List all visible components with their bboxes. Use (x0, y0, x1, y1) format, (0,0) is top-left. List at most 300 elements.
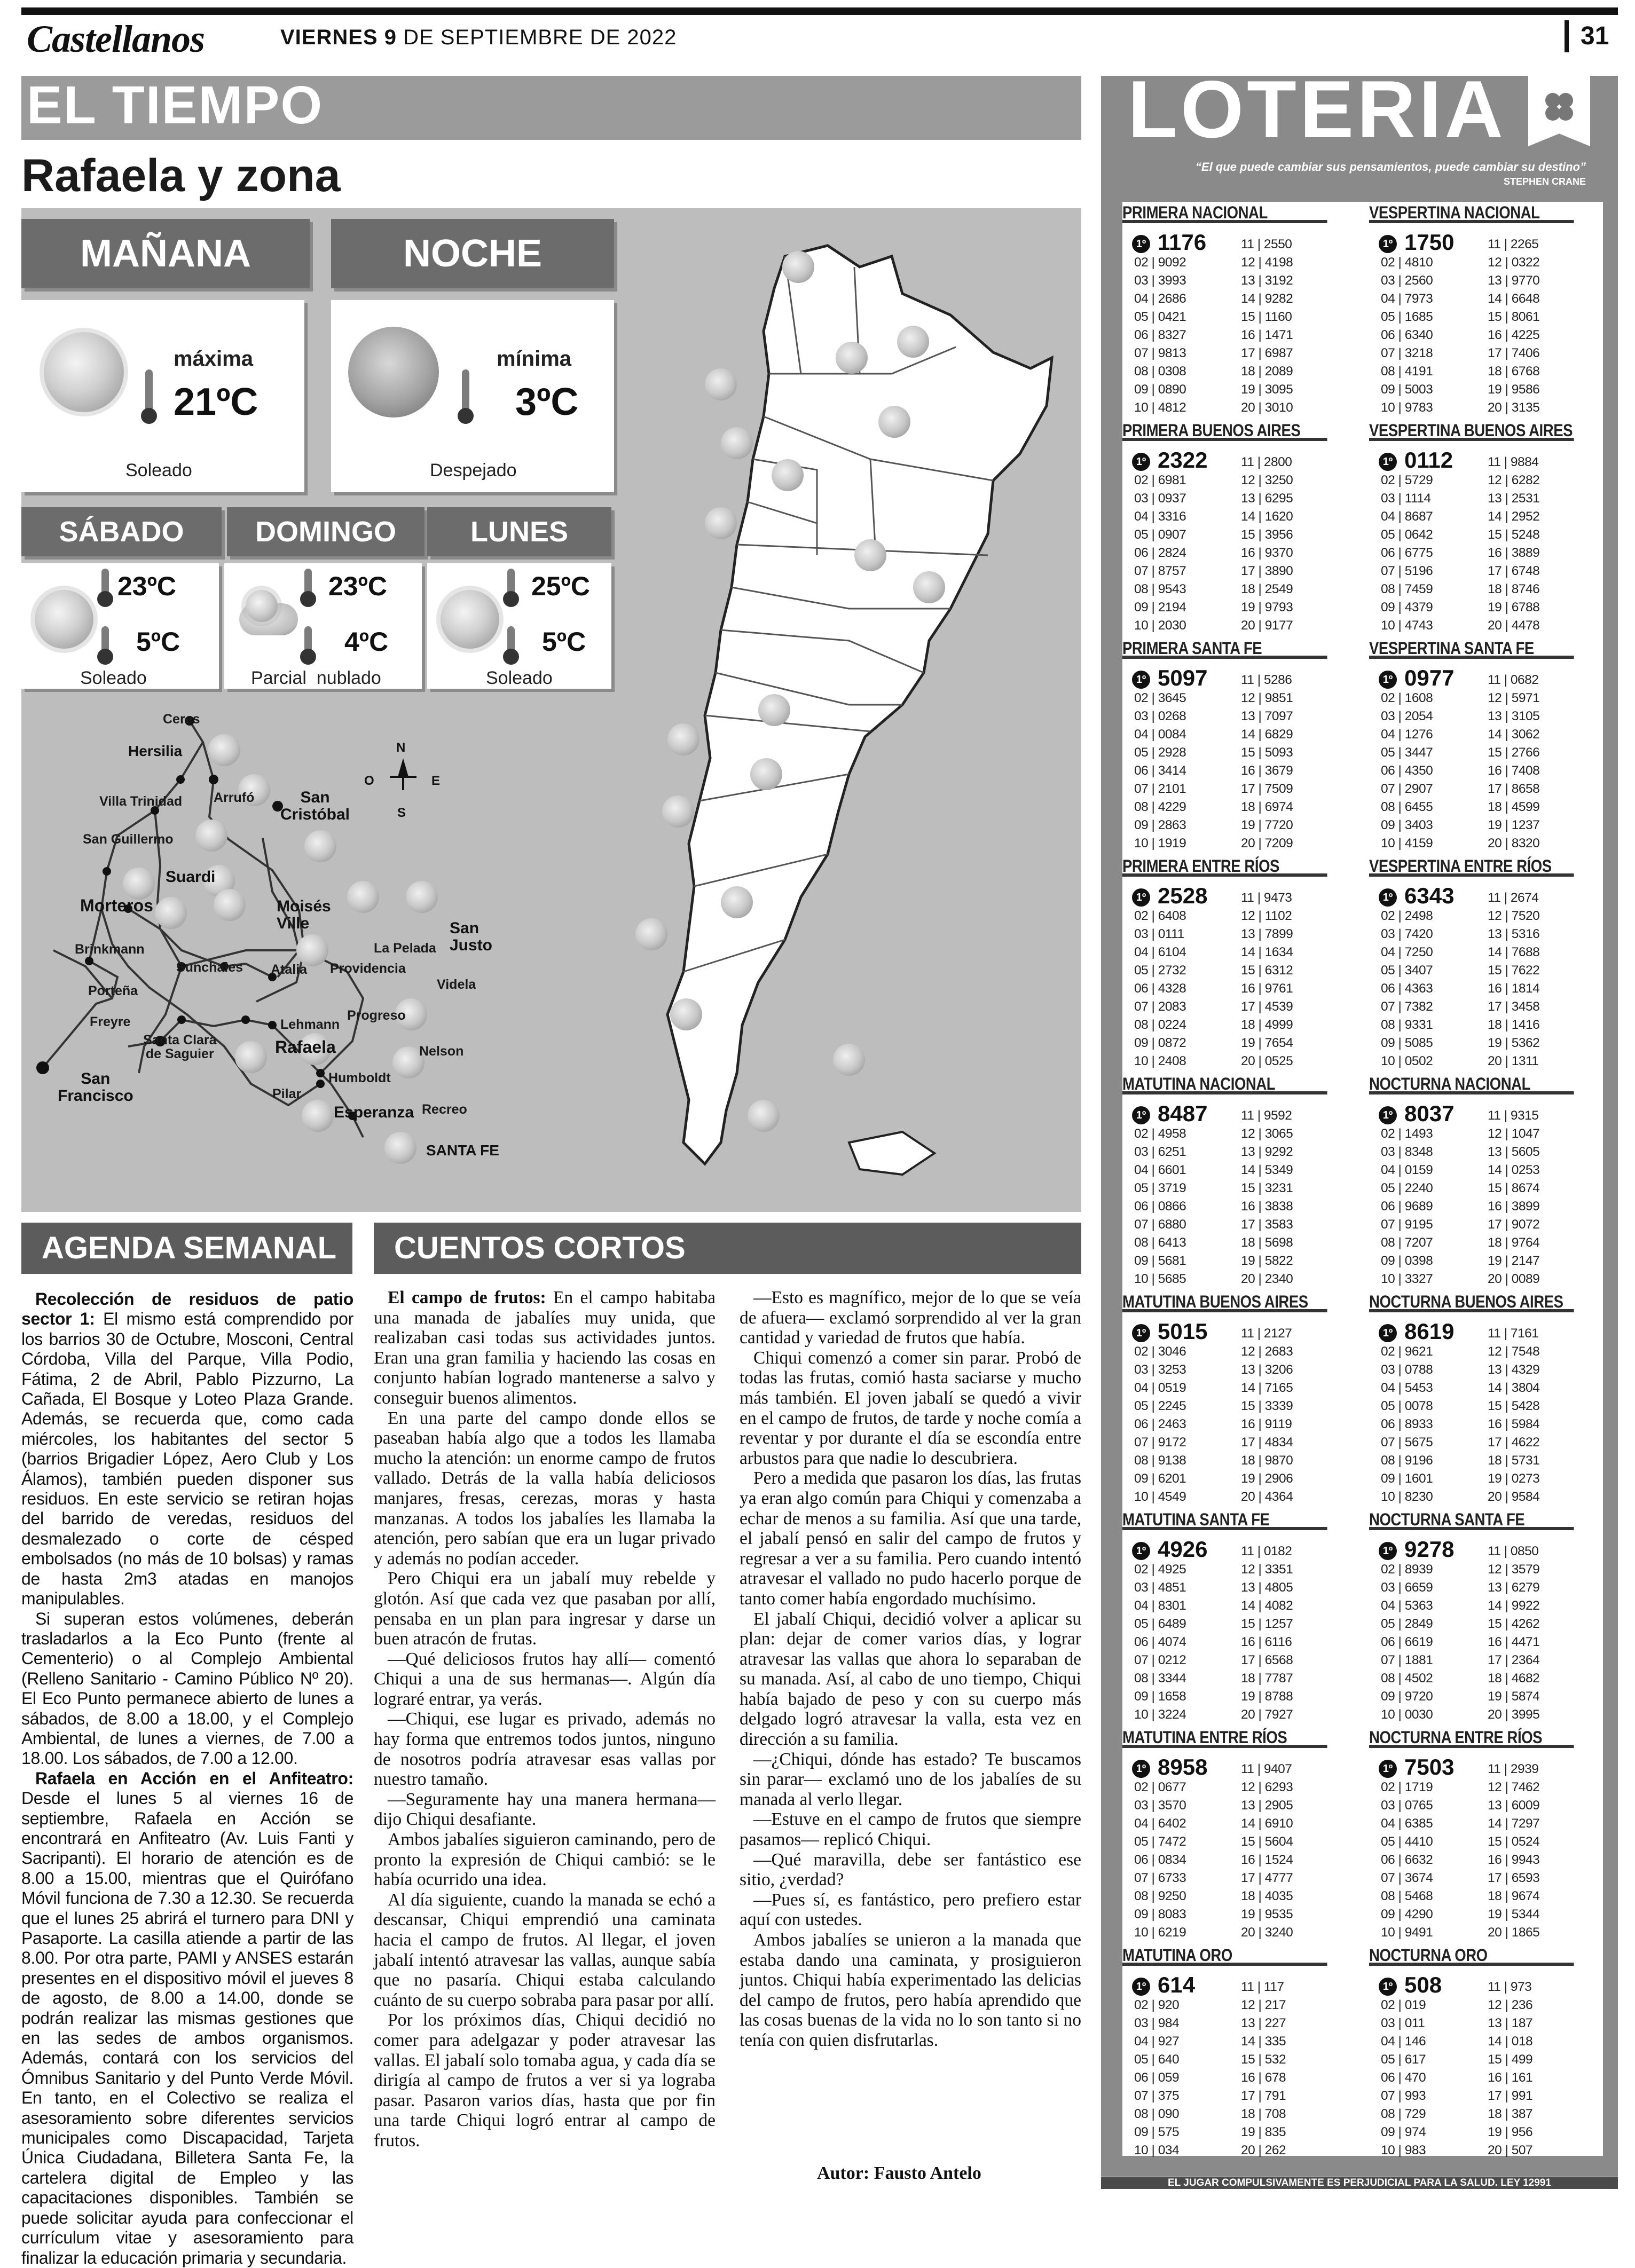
story-title: El campo de frutos: (388, 1288, 546, 1308)
draw-result: 20 | 2340 (1241, 1272, 1293, 1286)
draw-result: 08 | 4191 (1381, 364, 1433, 379)
draw-name: MATUTINA SANTA FE (1122, 1509, 1327, 1530)
first-prize-badge: 1º (1379, 235, 1397, 253)
draw-result: 17 | 7406 (1488, 346, 1540, 360)
first-prize-number: 1º 2322 (1132, 447, 1207, 473)
draw-name: MATUTINA BUENOS AIRES (1122, 1291, 1327, 1312)
draw-result: 06 | 470 (1381, 2070, 1426, 2085)
draw-result: 19 | 9586 (1488, 382, 1540, 397)
map-sun-icon (302, 1100, 334, 1132)
draw-result: 11 | 2127 (1241, 1326, 1292, 1341)
draw-result: 18 | 4999 (1241, 1018, 1293, 1032)
lottery-draw (1122, 1727, 1361, 1940)
draw-result: 07 | 375 (1134, 2089, 1180, 2103)
day-card-lunes (427, 563, 611, 689)
draw-result: 11 | 117 (1241, 1980, 1284, 1994)
draw-result: 14 | 3804 (1488, 1381, 1540, 1395)
agenda-paragraph: Si superan estos volúmenes, deberán trasladarlos a la Eco Punto (frente al Cementerio) o al Complejo Ambiental (Relleno Sanitario - Camino Público Nº 20). El Eco Punto permanece abierto de lunes a sábados, de 8.00 a 18.00, y el Complejo Ambiental, de lunes a viernes, de 7.00 a 18.00. Los sábados, de 7.00 a 12.00. (21, 1609, 353, 1768)
draw-result: 15 | 7622 (1488, 963, 1540, 978)
draw-result: 08 | 0308 (1134, 364, 1186, 379)
first-prize-number: 1º 8958 (1132, 1754, 1207, 1780)
map-sun-icon (913, 571, 945, 603)
draw-result: 03 | 7420 (1381, 927, 1433, 941)
story-paragraph: —Chiqui, ese lugar es privado, además no hay forma que entremos todos juntos, ninguno de nosotros podría atravesar esas vallas por nuestro tamaño. (374, 1709, 716, 1790)
draw-result: 02 | 9621 (1381, 1344, 1433, 1359)
story-paragraph: —Seguramente hay una manera hermana— dijo Chiqui desafiante. (374, 1789, 716, 1830)
draw-result: 13 | 9770 (1488, 273, 1540, 288)
draw-result: 08 | 090 (1134, 2107, 1180, 2121)
draw-result: 05 | 0907 (1134, 527, 1186, 542)
story-paragraph: —Qué maravilla, debe ser fantástico ese sitio, ¿verdad? (740, 1849, 1081, 1890)
draw-result: 06 | 0866 (1134, 1199, 1186, 1214)
cuentos-column-1 (374, 1288, 716, 2185)
draw-result: 14 | 2952 (1488, 509, 1540, 524)
draw-name: VESPERTINA ENTRE RÍOS (1369, 855, 1574, 877)
draw-result: 13 | 4329 (1488, 1363, 1540, 1377)
draw-result: 10 | 3327 (1381, 1272, 1433, 1286)
draw-result: 04 | 5453 (1381, 1381, 1433, 1395)
draw-result: 07 | 3218 (1381, 346, 1433, 360)
draw-name: VESPERTINA NACIONAL (1369, 202, 1574, 223)
draw-result: 02 | 1493 (1381, 1127, 1433, 1141)
town-label: Videla (437, 977, 476, 992)
draw-result: 10 | 983 (1381, 2143, 1426, 2157)
lottery-draw (1369, 420, 1607, 633)
draw-result: 06 | 4363 (1381, 981, 1433, 996)
draw-result: 15 | 1257 (1241, 1617, 1293, 1631)
draw-result: 04 | 0159 (1381, 1163, 1433, 1177)
draw-name: NOCTURNA ENTRE RÍOS (1369, 1727, 1574, 1748)
story-paragraph: En una parte del campo donde ellos se paseaban había algo que a todos les llamaba mucho la atención: un enorme campo de frutos vallado. Detrás de la valla había deliciosos manjares, fresas, cerezas, moras y hasta manzanas. A todos los jabalíes les llamaba la atención, pero sabían que era un lugar privado y además no podían acceder. (374, 1408, 716, 1569)
agenda-item-body: Desde el lunes 5 al viernes 16 de septiembre, Rafaela en Acción se encontrará en Anfiteatro (Av. Luis Fanti y Sacripanti). El horario de atención es de 8.00 a 15.00, mientras que el Quirófano Móvil funciona de 7.30 a 12.30. Se recuerda que el lunes 25 abrirá el turnero para DNI y Pasaporte. La casilla atiende a partir de las 8.00. Por otra parte, PAMI y ANSES estarán presentes en el dispositivo móvil el jueves 8 de agosto, de 8.00 a 14.00, donde se podrán realizar las mismas gestiones que en las sedes de ambos organismos. Además, contará con los servicios del Ómnibus Sanitario y del Punto Verde Móvil. En tanto, en el Colectivo se realiza el asesoramiento sobre diferentes servicios municipales como Discapacidad, Tarjeta Única Ciudadana, Billetera Santa Fe, la cartelera digital de Empleo y las capacitaciones disponibles. También se puede solicitar ayuda para confeccionar el currículum vitae y asesoramiento para finalizar la educación primaria y secundaria. (21, 1789, 353, 2267)
loteria-quote-author: STEPHEN CRANE (1503, 176, 1586, 187)
draw-result: 13 | 7899 (1241, 927, 1293, 941)
draw-result: 16 | 9370 (1241, 546, 1293, 560)
draw-result: 18 | 7787 (1241, 1671, 1293, 1686)
draw-result: 06 | 6340 (1381, 328, 1433, 342)
draw-result: 16 | 3679 (1241, 763, 1293, 778)
lottery-draw (1122, 1944, 1361, 2157)
draw-result: 03 | 3993 (1134, 273, 1186, 288)
draw-result: 04 | 0084 (1134, 727, 1186, 742)
draw-result: 16 | 6116 (1241, 1635, 1292, 1649)
draw-result: 09 | 4379 (1381, 600, 1433, 615)
draw-result: 16 | 678 (1241, 2070, 1286, 2085)
draw-result: 11 | 2265 (1488, 237, 1539, 251)
draw-result: 17 | 4834 (1241, 1435, 1293, 1450)
day-hi: 23ºC (117, 571, 176, 601)
day-hi: 25ºC (531, 571, 590, 601)
draw-result: 03 | 0788 (1381, 1363, 1433, 1377)
day-card-domingo (224, 563, 422, 689)
town-label: Humboldt (328, 1070, 391, 1085)
draw-name: NOCTURNA NACIONAL (1369, 1073, 1574, 1094)
draw-result: 06 | 6775 (1381, 546, 1433, 560)
draw-result: 10 | 8230 (1381, 1490, 1433, 1504)
draw-result: 16 | 4225 (1488, 328, 1540, 342)
story-paragraph: Por los próximos días, Chiqui decidió no comer para adelgazar y poder atravesar las vallas. El jabalí solo tomaba agua, y cada día se dirigía al campo de frutos a ver si ya lograba pasar. Pasaron varios días, hasta que por fin una tarde Chiqui logró entrar al campo de frutos. (374, 2010, 716, 2151)
min-temp: 3ºC (515, 381, 579, 423)
draw-result: 04 | 8687 (1381, 509, 1433, 524)
draw-result: 17 | 791 (1241, 2089, 1286, 2103)
first-prize-badge: 1º (1379, 1760, 1397, 1778)
draw-name: MATUTINA NACIONAL (1122, 1073, 1327, 1094)
story-paragraph: Ambos jabalíes se unieron a la manada que estaba dando una caminata, y prosiguieron juntos. Chiqui había experimentado las delicias del campo de frutos, pero había aprendido que las cosas buenas de la vida no lo son tanto si no tenía con quien disfrutarlas. (740, 1930, 1081, 2050)
map-sun-icon (772, 459, 804, 491)
town-label: San Francisco (58, 1070, 133, 1105)
story-paragraph: Pero a medida que pasaron los días, las frutas ya eran algo común para Chiqui y comenzaba a echar de menos a su familia. Así que una tarde, el jabalí pensó en salir del campo de frutos y regresar a ver a su familia. Pero cuando intentó atravesar el vallado no pudo hacerlo porque de tanto comer había engordado muchísimo. (740, 1468, 1081, 1609)
map-sun-icon (782, 251, 814, 283)
draw-result: 09 | 2194 (1134, 600, 1186, 615)
draw-result: 10 | 9783 (1381, 400, 1433, 415)
draw-result: 07 | 9172 (1134, 1435, 1186, 1450)
day-hi: 23ºC (328, 571, 387, 601)
draw-result: 02 | 6408 (1134, 909, 1186, 923)
map-sun-icon (347, 881, 379, 913)
draw-result: 20 | 4478 (1488, 618, 1540, 633)
map-sun-icon (667, 723, 699, 755)
draw-result: 17 | 3890 (1241, 564, 1293, 578)
draw-result: 02 | 0677 (1134, 1780, 1186, 1794)
map-sun-icon (662, 796, 694, 828)
draw-result: 08 | 9543 (1134, 582, 1186, 596)
first-prize-number: 1º 8037 (1379, 1101, 1454, 1127)
first-prize-badge: 1º (1379, 671, 1397, 689)
draw-result: 08 | 9138 (1134, 1453, 1186, 1468)
draw-result: 02 | 4925 (1134, 1562, 1186, 1577)
draw-result: 14 | 6829 (1241, 727, 1293, 742)
draw-result: 16 | 3889 (1488, 546, 1540, 560)
story-paragraph: El jabalí Chiqui, decidió volver a aplicar su plan: dejar de comer varios días, y lograr atravesar las vallas que ahora lo separaban de su manada. Así, al cabo de uno tiempo, Chiqui había bajado de peso y con su cuerpo más delgado logró atravesar la valla, esta vez en dirección a su familia. (740, 1609, 1081, 1750)
map-sun-icon (836, 342, 868, 374)
map-sun-icon (705, 368, 737, 400)
first-prize-number: 1º 9278 (1379, 1537, 1454, 1562)
map-sun-icon (854, 539, 886, 571)
draw-name: NOCTURNA SANTA FE (1369, 1509, 1574, 1530)
draw-result: 20 | 3135 (1488, 400, 1540, 415)
map-sun-icon (296, 934, 328, 966)
map-sun-icon (721, 427, 753, 459)
draw-result: 04 | 6601 (1134, 1163, 1186, 1177)
town-label: Moisés Ville (277, 897, 331, 932)
town-label: Lehmann (280, 1017, 340, 1032)
draw-result: 07 | 2907 (1381, 782, 1433, 796)
draw-result: 08 | 9331 (1381, 1018, 1433, 1032)
draw-result: 19 | 956 (1488, 2125, 1533, 2139)
draw-result: 05 | 2732 (1134, 963, 1186, 978)
sun-icon (44, 332, 124, 412)
agenda-item-title: Rafaela en Acción en el Anfiteatro: (35, 1768, 353, 1788)
thermometer-icon (145, 369, 153, 412)
first-prize-badge: 1º (1379, 453, 1397, 471)
draw-result: 02 | 4958 (1134, 1127, 1186, 1141)
map-sun-icon (195, 820, 227, 852)
draw-result: 15 | 0524 (1488, 1834, 1540, 1849)
draw-result: 13 | 187 (1488, 2016, 1533, 2030)
draw-result: 11 | 7161 (1488, 1326, 1539, 1341)
town-label: SANTA FE (426, 1142, 499, 1159)
draw-result: 06 | 4350 (1381, 763, 1433, 778)
draw-result: 04 | 6104 (1134, 945, 1186, 959)
draw-result: 07 | 2083 (1134, 999, 1186, 1014)
draw-result: 02 | 8939 (1381, 1562, 1433, 1577)
thermometer-icon (304, 626, 312, 653)
lottery-draw (1122, 855, 1361, 1068)
draw-result: 04 | 1276 (1381, 727, 1433, 742)
draw-result: 03 | 0111 (1134, 927, 1184, 941)
draw-result: 15 | 6312 (1241, 963, 1293, 978)
town-label: Suardi (166, 868, 216, 886)
draw-result: 19 | 2147 (1488, 1254, 1540, 1268)
draw-result: 04 | 3316 (1134, 509, 1186, 524)
draw-result: 18 | 9870 (1241, 1453, 1293, 1468)
draw-result: 08 | 4229 (1134, 800, 1186, 814)
draw-result: 04 | 5363 (1381, 1598, 1433, 1613)
draw-result: 05 | 3447 (1381, 745, 1433, 760)
first-prize-number: 1º 5015 (1132, 1319, 1207, 1344)
map-sun-icon (705, 507, 737, 539)
draw-result: 11 | 973 (1488, 1980, 1532, 1994)
town-label: Arrufó (214, 790, 255, 805)
draw-result: 03 | 3570 (1134, 1798, 1186, 1813)
draw-result: 18 | 1416 (1488, 1018, 1540, 1032)
draw-result: 07 | 9813 (1134, 346, 1186, 360)
draw-result: 09 | 8083 (1134, 1907, 1186, 1922)
draw-result: 19 | 3095 (1241, 382, 1293, 397)
draw-result: 19 | 5362 (1488, 1036, 1540, 1050)
draw-result: 18 | 4035 (1241, 1889, 1293, 1903)
draw-result: 09 | 6201 (1134, 1471, 1186, 1486)
first-prize-badge: 1º (1132, 1760, 1150, 1778)
draw-result: 18 | 8746 (1488, 582, 1540, 596)
draw-result: 17 | 6987 (1241, 346, 1293, 360)
noche-desc: Despejado (430, 460, 517, 481)
draw-result: 08 | 6413 (1134, 1235, 1186, 1250)
draw-result: 03 | 0268 (1134, 709, 1186, 723)
town-label: La Pelada (374, 941, 436, 956)
agenda-item-body: El mismo está comprendido por los barrios 30 de Octubre, Mosconi, Central Córdoba, Villa del Parque, Villa Podio, Fátima, 2 de Abril, Pablo Pizzurno, La Cañada, El Bosque y Loteo Plaza Grande. Además, se recuerda que, como cada miércoles, los habitantes del sector 5 (barrios Brigadier López, Aero Club y Los Álamos), también pueden disponer sus residuos. En este servicio se retiran hojas del barrido de veredas, residuos del desmalezado o corte de césped embolsados (no más de 10 bolsas) y ramas de hasta 2m3 atadas en manojos manipulables. (21, 1309, 353, 1609)
draw-result: 17 | 3458 (1488, 999, 1540, 1014)
draw-result: 12 | 7520 (1488, 909, 1540, 923)
town-label: Atalia (271, 962, 308, 977)
story-paragraph: —¿Chiqui, dónde has estado? Te buscamos sin parar— exclamó uno de los jabalíes de su manada al verlo llegar. (740, 1749, 1081, 1809)
draw-result: 14 | 1620 (1241, 509, 1293, 524)
compass-north: N (396, 741, 406, 755)
clover-icon (1528, 76, 1590, 135)
first-prize-number: 1º 8487 (1132, 1101, 1207, 1127)
draw-result: 20 | 8320 (1488, 836, 1540, 850)
town-label: Rafaela (275, 1037, 336, 1057)
loteria-title: LOTERIA (1128, 64, 1507, 155)
draw-result: 13 | 9292 (1241, 1145, 1293, 1159)
draw-result: 08 | 7459 (1381, 582, 1433, 596)
map-sun-icon (897, 326, 929, 358)
draw-result: 13 | 4805 (1241, 1580, 1293, 1595)
manana-card (21, 300, 304, 492)
first-prize-number: 1º 0977 (1379, 665, 1454, 691)
story-paragraph: Ambos jabalíes siguieron caminando, pero de pronto la expresión de Chiqui cambió: se le había ocurrido una idea. (374, 1830, 716, 1890)
draw-result: 02 | 920 (1134, 1998, 1180, 2012)
draw-result: 06 | 9689 (1381, 1199, 1433, 1214)
map-sun-icon (748, 1100, 780, 1132)
draw-result: 18 | 708 (1241, 2107, 1286, 2121)
draw-result: 15 | 1160 (1241, 310, 1292, 324)
draw-result: 06 | 3414 (1134, 763, 1186, 778)
draw-result: 15 | 499 (1488, 2052, 1533, 2067)
draw-name: MATUTINA ORO (1122, 1944, 1327, 1966)
town-label: Recreo (422, 1102, 467, 1117)
draw-result: 12 | 4198 (1241, 255, 1293, 270)
max-label: máxima (174, 347, 253, 371)
first-prize-number: 1º 508 (1379, 1972, 1442, 1998)
compass-west: O (364, 774, 374, 788)
draw-result: 04 | 7250 (1381, 945, 1433, 959)
map-sun-icon (123, 868, 155, 900)
story-paragraph: Chiqui comenzó a comer sin parar. Probó de todas las frutas, comió hasta saciarse y mucho más también. El joven jabalí se quedó a vivir en el campo de frutos, de tarde y noche comía a reventar y por durante el día se escondía entre arbustos para que nadie lo descubriera. (740, 1348, 1081, 1468)
draw-result: 20 | 1311 (1488, 1054, 1539, 1068)
agenda-header: AGENDA SEMANAL (21, 1223, 352, 1274)
map-sun-icon (878, 406, 910, 438)
town-label: Esperanza (334, 1104, 414, 1121)
manana-header: MAÑANA (21, 219, 310, 288)
draw-result: 04 | 2686 (1134, 292, 1186, 306)
draw-result: 15 | 2766 (1488, 745, 1540, 760)
first-prize-badge: 1º (1379, 1978, 1397, 1996)
draw-result: 06 | 6632 (1381, 1853, 1433, 1867)
draw-result: 15 | 3231 (1241, 1181, 1293, 1195)
draw-result: 11 | 9407 (1241, 1762, 1292, 1776)
draw-result: 05 | 0078 (1381, 1399, 1433, 1413)
draw-result: 12 | 7462 (1488, 1780, 1540, 1794)
map-sun-icon (304, 830, 336, 862)
draw-result: 11 | 2800 (1241, 455, 1292, 469)
draw-result: 14 | 7165 (1241, 1381, 1293, 1395)
draw-result: 17 | 4622 (1488, 1435, 1540, 1450)
draw-result: 10 | 6219 (1134, 1925, 1186, 1940)
draw-result: 05 | 0642 (1381, 527, 1433, 542)
town-label: Brinkmann (75, 942, 145, 957)
draw-result: 08 | 3344 (1134, 1671, 1186, 1686)
map-sun-icon (670, 998, 702, 1030)
draw-result: 15 | 5093 (1241, 745, 1293, 760)
draw-result: 06 | 6619 (1381, 1635, 1433, 1649)
first-prize-number: 1º 1750 (1379, 230, 1454, 255)
first-prize-badge: 1º (1132, 453, 1150, 471)
town-label: Villa Trinidad (99, 794, 183, 809)
draw-result: 09 | 9720 (1381, 1689, 1433, 1704)
draw-result: 19 | 835 (1241, 2125, 1286, 2139)
draw-result: 18 | 9674 (1488, 1889, 1540, 1903)
lottery-draw (1369, 855, 1607, 1068)
draw-result: 16 | 9943 (1488, 1853, 1540, 1867)
draw-result: 05 | 640 (1134, 2052, 1180, 2067)
draw-result: 04 | 927 (1134, 2034, 1180, 2049)
draw-result: 06 | 4074 (1134, 1635, 1186, 1649)
draw-result: 08 | 4502 (1381, 1671, 1433, 1686)
draw-result: 03 | 8348 (1381, 1145, 1433, 1159)
draw-result: 18 | 4682 (1488, 1671, 1540, 1686)
draw-result: 12 | 3065 (1241, 1127, 1293, 1141)
draw-result: 05 | 2849 (1381, 1617, 1433, 1631)
sun-icon (35, 590, 93, 649)
first-prize-badge: 1º (1379, 1324, 1397, 1342)
draw-result: 10 | 4159 (1381, 836, 1433, 850)
draw-result: 15 | 4262 (1488, 1617, 1540, 1631)
first-prize-badge: 1º (1379, 1106, 1397, 1124)
draw-result: 07 | 3674 (1381, 1871, 1433, 1885)
lottery-draw (1369, 202, 1607, 415)
draw-result: 08 | 0224 (1134, 1018, 1186, 1032)
draw-result: 20 | 7927 (1241, 1707, 1293, 1722)
draw-result: 10 | 0502 (1381, 1054, 1433, 1068)
lottery-draw (1122, 1073, 1361, 1286)
draw-result: 05 | 6489 (1134, 1617, 1186, 1631)
lottery-draw (1369, 637, 1607, 850)
map-sun-icon (208, 734, 240, 766)
draw-result: 13 | 3206 (1241, 1363, 1293, 1377)
draw-result: 14 | 018 (1488, 2034, 1533, 2049)
first-prize-number: 1º 1176 (1132, 230, 1206, 255)
lottery-draw (1369, 1073, 1607, 1286)
draw-result: 20 | 0089 (1488, 1272, 1540, 1286)
draw-result: 17 | 3583 (1241, 1217, 1293, 1232)
draw-result: 19 | 1237 (1488, 818, 1540, 832)
draw-result: 05 | 2240 (1381, 1181, 1433, 1195)
loteria-results-grid (1122, 202, 1603, 2156)
thermometer-icon (462, 369, 469, 412)
draw-result: 15 | 8674 (1488, 1181, 1540, 1195)
draw-result: 11 | 2550 (1241, 237, 1292, 251)
draw-result: 14 | 6910 (1241, 1816, 1293, 1831)
draw-result: 12 | 7548 (1488, 1344, 1540, 1359)
draw-result: 11 | 2939 (1488, 1762, 1539, 1776)
draw-result: 17 | 6593 (1488, 1871, 1540, 1885)
lottery-draw (1122, 1291, 1361, 1504)
agenda-item-title: Recolección de residuos de patio sector 1: (21, 1289, 353, 1329)
draw-result: 05 | 1685 (1381, 310, 1433, 324)
draw-result: 06 | 059 (1134, 2070, 1180, 2085)
draw-result: 03 | 1114 (1381, 491, 1431, 506)
draw-result: 14 | 9922 (1488, 1598, 1540, 1613)
map-sun-icon (758, 694, 790, 726)
thermometer-icon (101, 569, 109, 595)
draw-result: 09 | 1658 (1134, 1689, 1186, 1704)
draw-result: 04 | 7973 (1381, 292, 1433, 306)
manana-desc: Soleado (125, 460, 192, 481)
issue-date: VIERNES 9 DE SEPTIEMBRE DE 2022 (280, 26, 677, 49)
thermometer-icon (507, 569, 515, 595)
max-temp: 21ºC (174, 381, 258, 423)
draw-result: 12 | 217 (1241, 1998, 1286, 2012)
draw-name: PRIMERA ENTRE RÍOS (1122, 855, 1327, 877)
day-lo: 5ºC (542, 627, 586, 657)
page-number: 31 (1581, 22, 1609, 50)
draw-result: 09 | 0872 (1134, 1036, 1186, 1050)
lottery-draw (1122, 1509, 1361, 1722)
day-header-sabado: SÁBADO (21, 507, 222, 556)
day-card-sabado (21, 563, 219, 689)
draw-result: 03 | 984 (1134, 2016, 1180, 2030)
draw-result: 15 | 5248 (1488, 527, 1540, 542)
page-number-divider (1565, 20, 1569, 52)
lottery-draw (1369, 1727, 1607, 1940)
draw-result: 04 | 146 (1381, 2034, 1426, 2049)
day-desc: Soleado (486, 668, 553, 688)
map-sun-icon (384, 1132, 416, 1164)
draw-result: 19 | 8788 (1241, 1689, 1293, 1704)
draw-result: 12 | 3250 (1241, 473, 1293, 487)
draw-result: 19 | 2906 (1241, 1471, 1293, 1486)
